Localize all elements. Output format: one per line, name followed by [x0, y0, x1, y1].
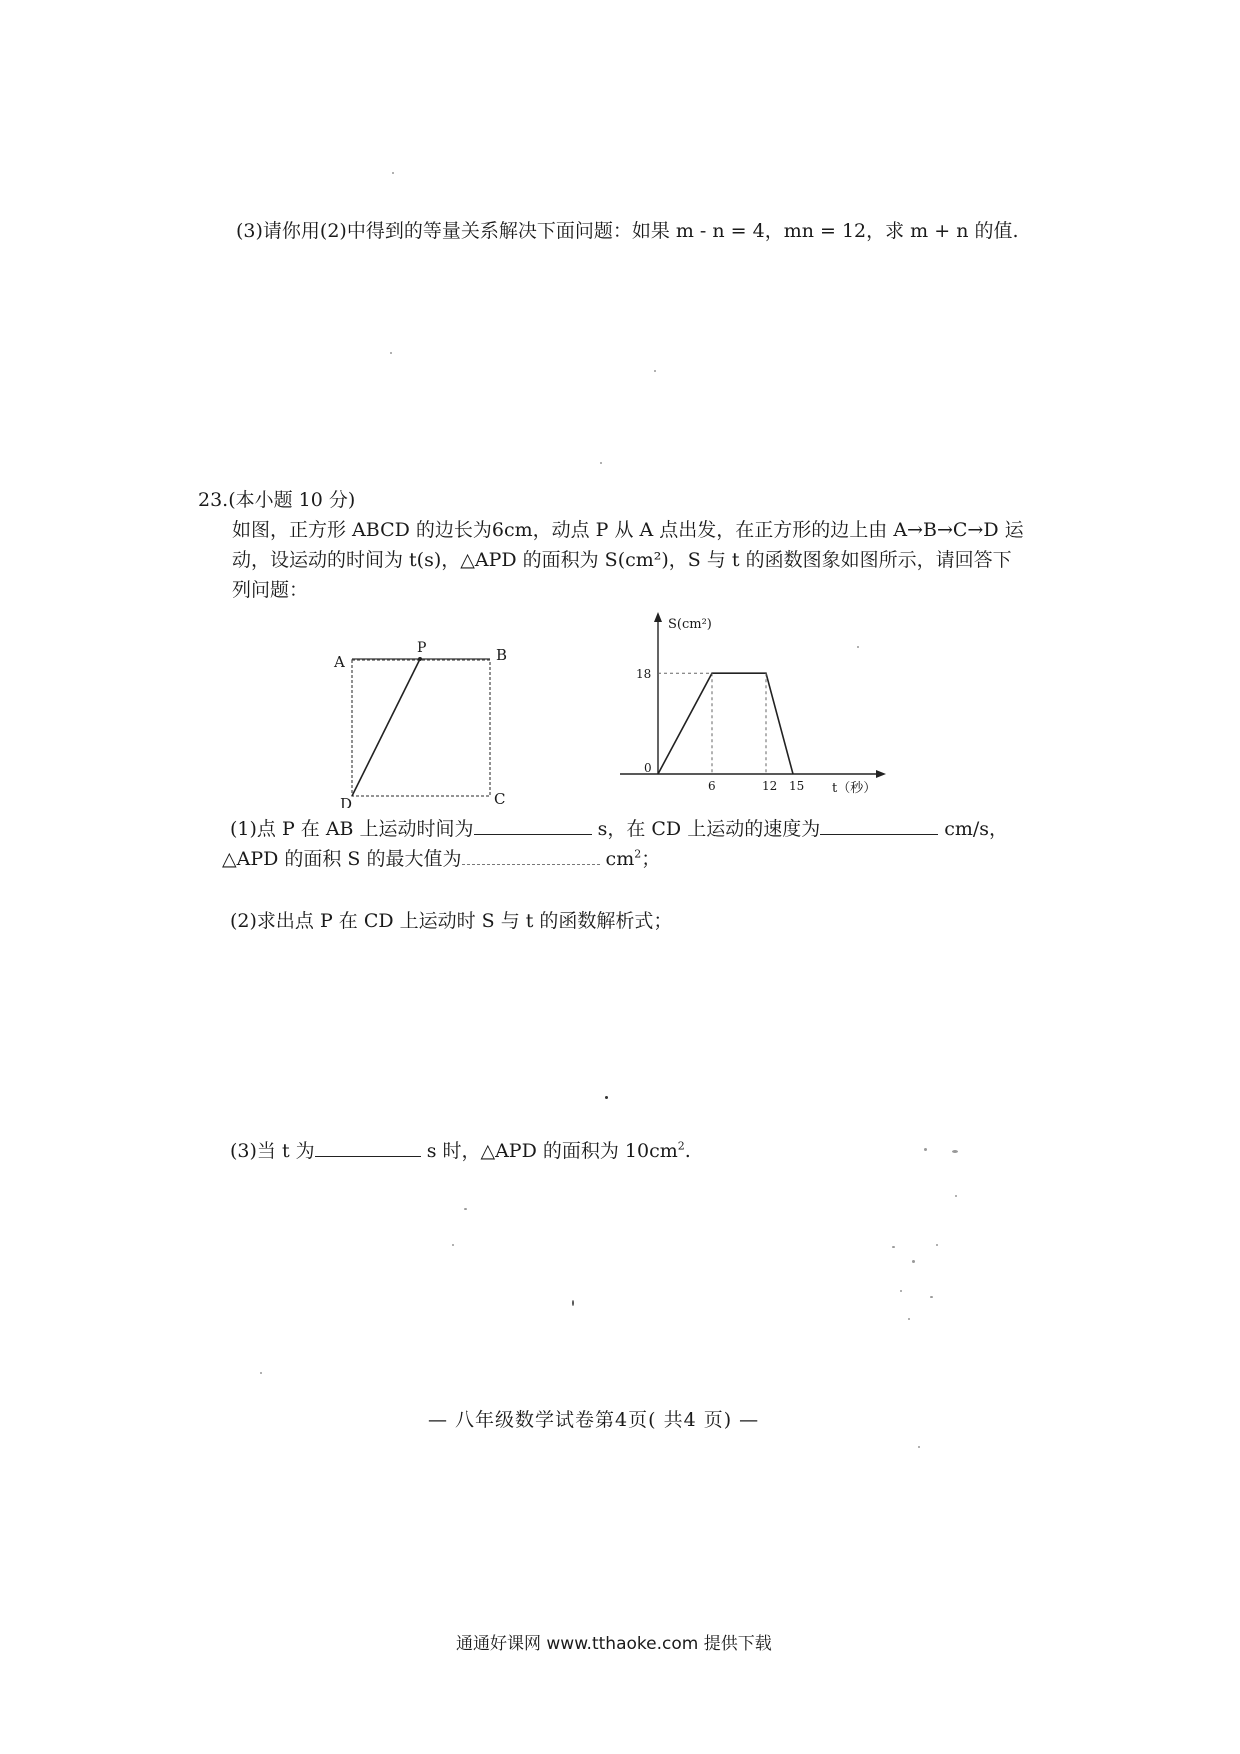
scan-speck	[952, 1150, 958, 1153]
x-axis-label: t（秒）	[832, 781, 877, 796]
q23-part2: (2)求出点 P 在 CD 上运动时 S 与 t 的函数解析式；	[230, 910, 673, 932]
y-tick-label: 18	[636, 667, 652, 682]
series-line-s	[658, 673, 793, 774]
q23-stem-line1: 如图，正方形 ABCD 的边长为6cm，动点 P 从 A 点出发，在正方形的边上由 A→B→C→D 运	[232, 519, 1024, 541]
scan-speck	[930, 1296, 933, 1298]
label-a: A	[334, 653, 345, 671]
part1-text-d: △APD 的面积 S 的最大值为	[222, 848, 462, 870]
scan-speck	[912, 1260, 915, 1263]
label-b: B	[496, 646, 508, 664]
part3-text-b-sup: 2	[677, 1139, 685, 1153]
download-credit: 通通好课网 www.tthaoke.com 提供下载	[456, 1634, 772, 1654]
scan-speck	[908, 1318, 910, 1320]
part3-text-c: .	[684, 1140, 691, 1162]
square-figure	[320, 628, 520, 808]
label-c: C	[494, 790, 506, 808]
q23-header: 23.(本小题 10 分)	[198, 489, 356, 511]
scan-speck	[900, 1290, 902, 1292]
part1-text-f: ；	[641, 848, 661, 870]
answer-blank-t-value[interactable]	[315, 1156, 421, 1157]
q23-part3	[230, 1137, 691, 1165]
scan-speck	[924, 1148, 927, 1151]
label-d: D	[340, 795, 353, 808]
answer-blank-cd-speed[interactable]	[820, 834, 938, 835]
point-p-dot	[418, 657, 422, 661]
answer-blank-max-area[interactable]	[462, 864, 600, 865]
scan-speck	[392, 172, 394, 174]
part1-text-c: cm/s，	[944, 818, 1009, 840]
segment-dp	[352, 659, 420, 796]
x-tick-label: 6	[708, 779, 716, 793]
scan-speck	[572, 1300, 574, 1306]
y-axis-arrow	[654, 612, 662, 622]
page-footer: — 八年级数学试卷第4页( 共4 页) —	[428, 1409, 760, 1431]
scan-speck	[464, 1208, 467, 1210]
scan-speck	[955, 1195, 957, 1197]
scan-speck	[936, 1244, 938, 1246]
s-t-graph	[600, 606, 900, 806]
scan-speck	[452, 1244, 454, 1246]
scan-speck	[260, 1372, 262, 1374]
origin-label: 0	[644, 761, 652, 775]
part1-text-b: s，在 CD 上运动的速度为	[597, 818, 821, 840]
q23-part1-line1	[230, 815, 1008, 843]
q23-part1-line2	[222, 845, 660, 873]
part1-text-e-sup: 2	[634, 847, 642, 861]
scan-speck	[918, 1446, 920, 1448]
part1-text-e: cm	[605, 848, 635, 870]
square-outline	[352, 660, 490, 796]
answer-blank-ab-time[interactable]	[474, 834, 592, 835]
part3-text-a: (3)当 t 为	[230, 1140, 315, 1162]
q22-part3: (3)请你用(2)中得到的等量关系解决下面问题：如果 m - n = 4，mn = 12，求 m + n 的值.	[236, 220, 1019, 242]
q23-stem-line3: 列问题：	[232, 579, 309, 601]
x-tick-label: 12	[762, 779, 778, 793]
x-axis-arrow	[876, 770, 886, 778]
scan-speck	[857, 646, 859, 648]
q23-stem-line2: 动，设运动的时间为 t(s)，△APD 的面积为 S(cm²)，S 与 t 的函数图象如图所示，请回答下	[232, 549, 1012, 571]
scan-speck	[892, 1246, 895, 1248]
scan-speck	[654, 370, 656, 372]
x-tick-label: 15	[789, 779, 805, 793]
y-axis-label: S(cm²)	[668, 617, 712, 632]
part3-text-b: s 时，△APD 的面积为 10cm	[426, 1140, 678, 1162]
label-p: P	[417, 640, 427, 656]
scan-speck	[390, 352, 392, 354]
scan-speck	[605, 1096, 608, 1099]
scan-speck	[600, 462, 602, 464]
part1-text-a: (1)点 P 在 AB 上运动时间为	[230, 818, 474, 840]
